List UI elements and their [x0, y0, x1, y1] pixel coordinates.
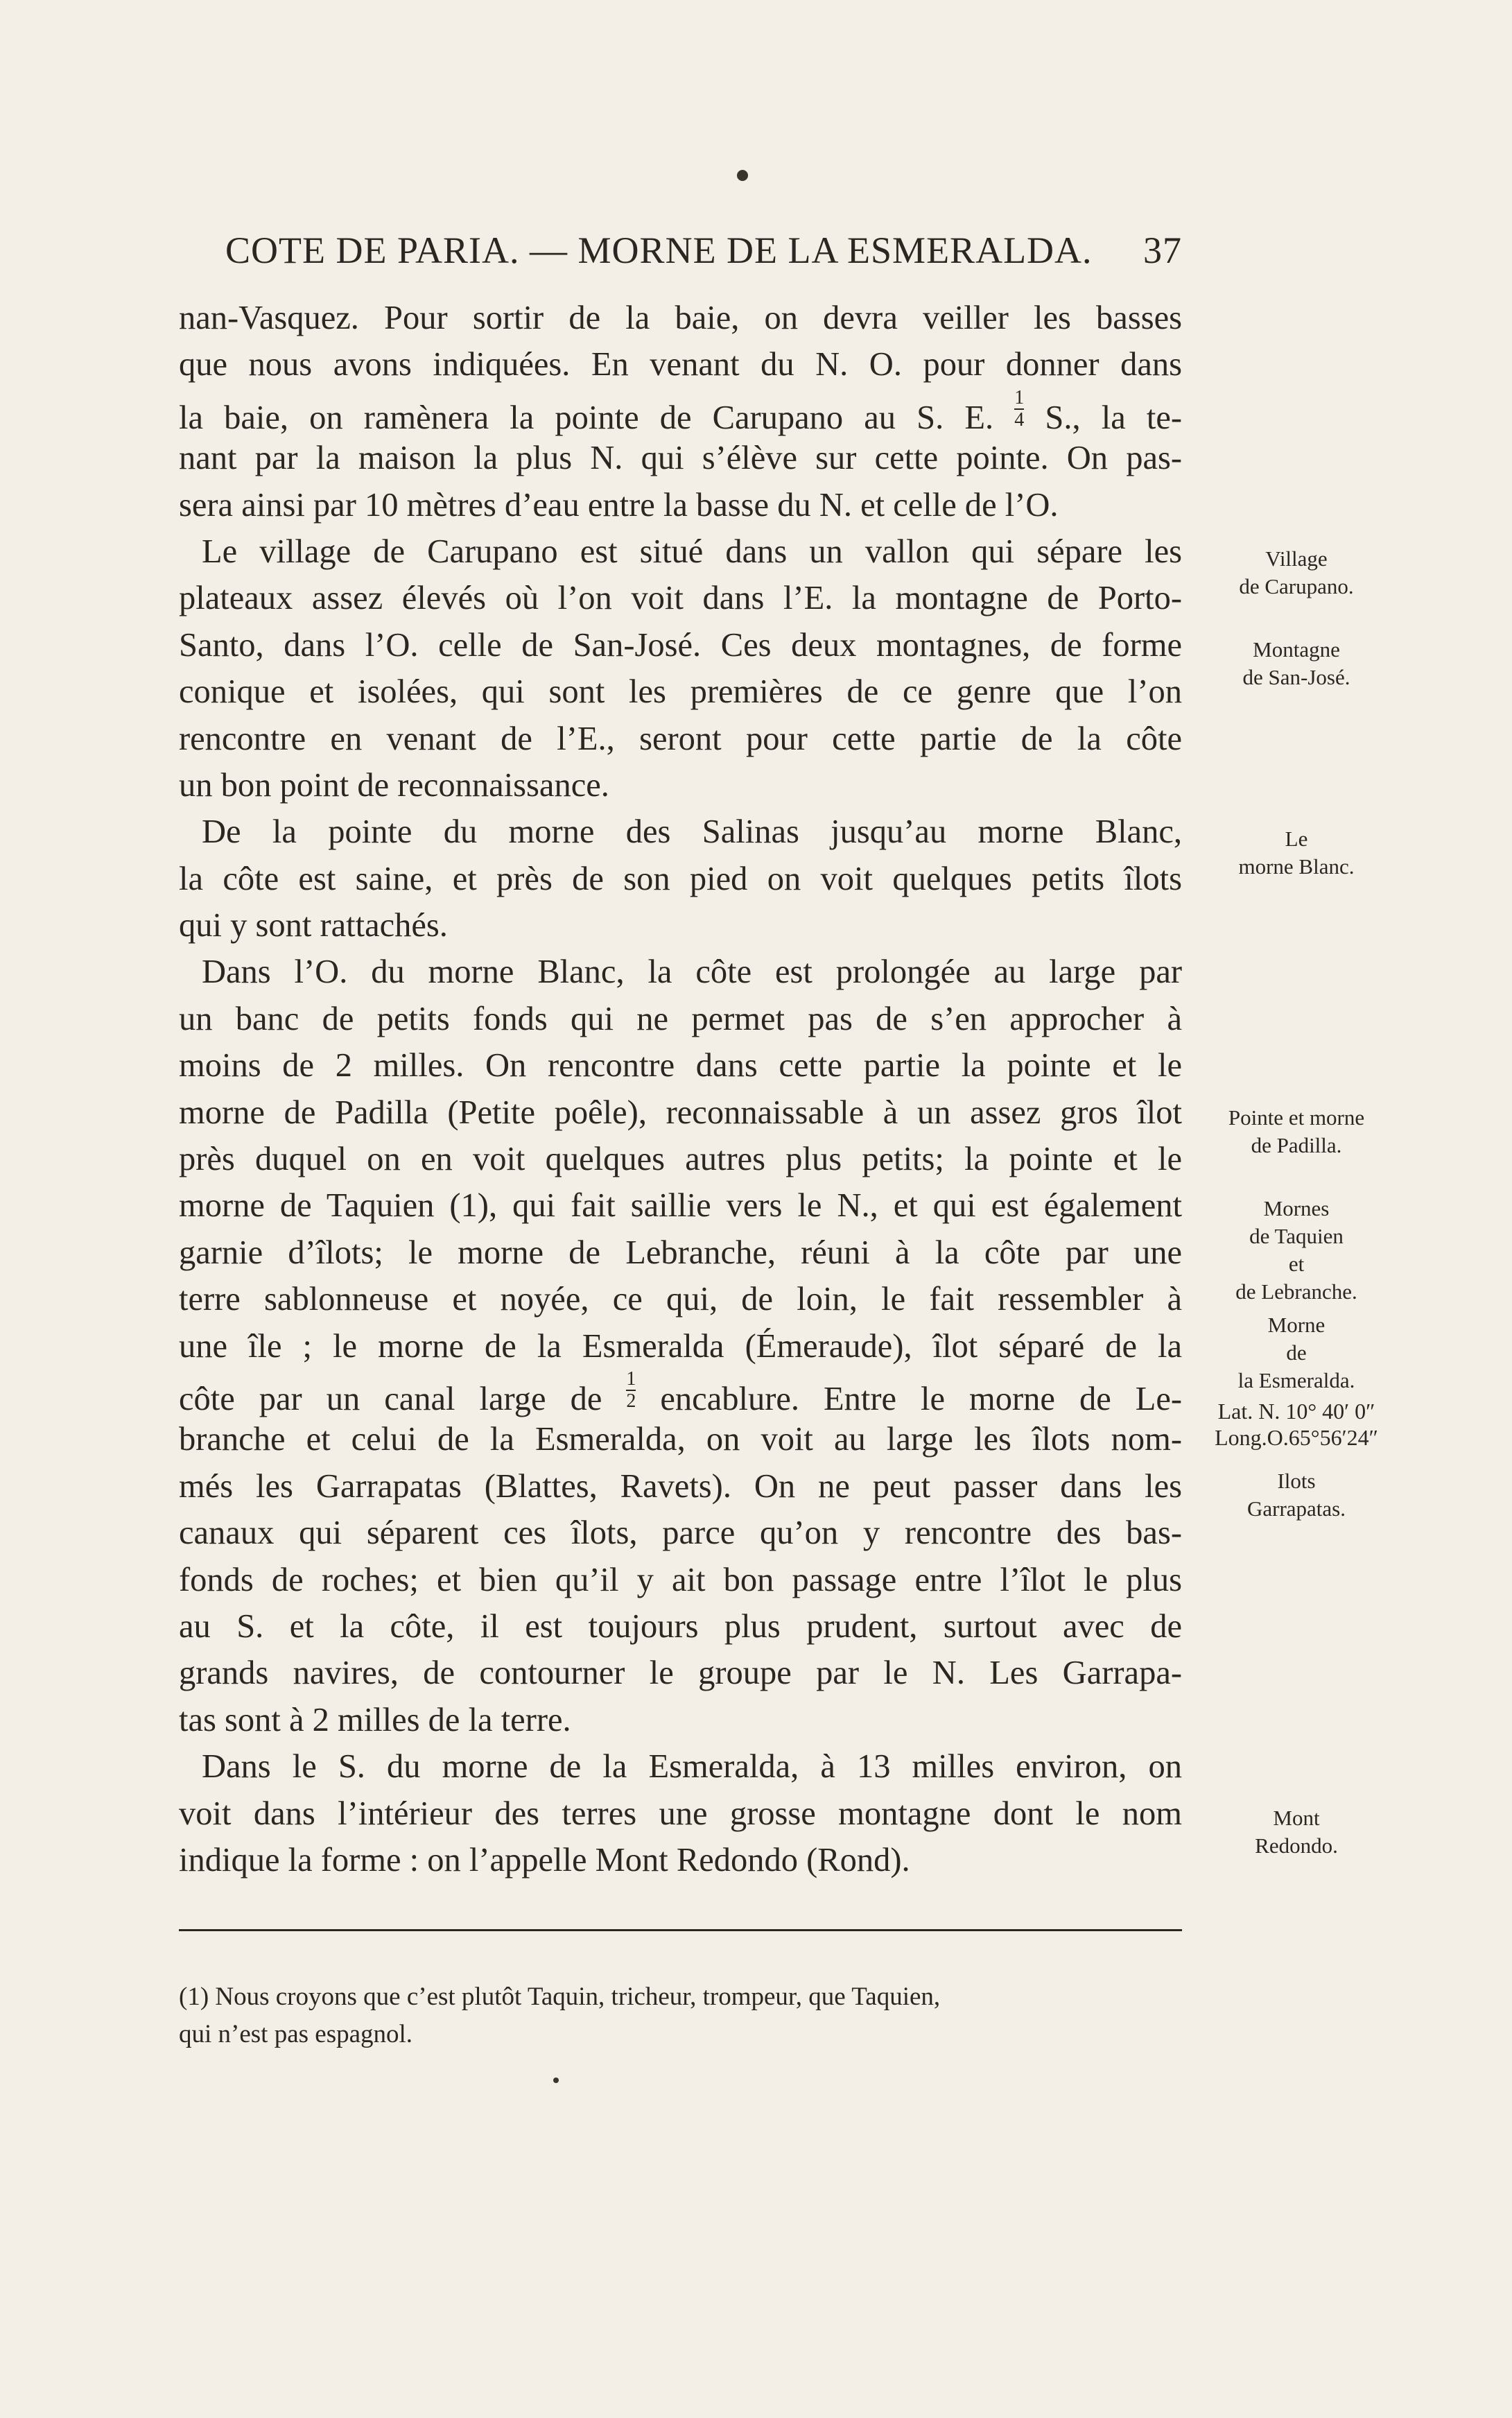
text-line: Dans le S. du morne de la Esmeralda, à 13 milles environ, on	[202, 1748, 1182, 1786]
text-line-with-fraction: côte par un canal large de $\frac{1}{2}$ encablure. Entre le morne de Le-	[179, 1367, 1183, 1417]
text-line: plateaux assez élevés où l’on voit dans l’E. la montagne de Porto-	[179, 580, 1182, 617]
header-title: COTE DE PARIA. — MORNE DE LA ESMERALDA.	[225, 230, 1093, 271]
text-line: fonds de roches; et bien qu’il y ait bon passage entre l’îlot le plus	[179, 1561, 1182, 1598]
margin-note-taquien-lebranche: Mornes de Taquien et de Lebranche.	[1235, 1196, 1357, 1304]
text-line: au S. et la côte, il est toujours plus prudent, surtout avec de	[179, 1607, 1182, 1645]
text-line: Dans l’O. du morne Blanc, la côte est prolongée au large par	[202, 953, 1182, 991]
page-number: 37	[1143, 230, 1182, 271]
text-line: canaux qui séparent ces îlots, parce qu’on y rencontre des bas-	[179, 1514, 1182, 1552]
text-line: que nous avons indiquées. En venant du N. O. pour donner dans	[179, 346, 1182, 383]
margin-note-esmeralda: Morne de la Esmeralda.	[1237, 1313, 1355, 1392]
text-line: voit dans l’intérieur des terres une grosse montagne dont le nom	[179, 1795, 1182, 1832]
text-line: grands navires, de contourner le groupe par le N. Les Garrapa-	[179, 1655, 1182, 1692]
text-line: un bon point de reconnaissance.	[179, 766, 609, 804]
text-line: més les Garrapatas (Blattes, Ravets). On ne peut passer dans les	[179, 1467, 1182, 1505]
running-header	[225, 229, 1182, 277]
text-line: terre sablonneuse et noyée, ce qui, de loin, le fait ressembler à	[179, 1281, 1182, 1318]
text-line: garnie d’îlots; le morne de Lebranche, réuni à la côte par une	[179, 1234, 1182, 1271]
margin-note-morne-blanc: Le morne Blanc.	[1238, 827, 1355, 879]
margin-note-carupano: Village de Carupano.	[1239, 546, 1354, 598]
text-line: Santo, dans l’O. celle de San-José. Ces deux montagnes, de forme	[179, 626, 1182, 664]
text-line: indique la forme : on l’appelle Mont Redondo (Rond).	[179, 1841, 910, 1879]
text-line: tas sont à 2 milles de la terre.	[179, 1701, 571, 1738]
text-line: conique et isolées, qui sont les premières de ce genre que l’on	[179, 673, 1182, 711]
margin-note-garrapatas: Ilots Garrapatas.	[1247, 1469, 1346, 1521]
text-line: près duquel on en voit quelques autres plus petits; la pointe et le	[179, 1141, 1182, 1178]
text-line: qui y sont rattachés.	[179, 907, 448, 944]
body-text	[179, 295, 1182, 1883]
margin-note-padilla: Pointe et morne de Padilla.	[1228, 1105, 1365, 1157]
ink-dot-bottom	[553, 2078, 559, 2083]
ink-dot-top	[737, 170, 748, 181]
text-line: sera ainsi par 10 mètres d’eau entre la basse du N. et celle de l’O.	[179, 486, 1059, 524]
footnote-line: qui n’est pas espagnol.	[179, 2020, 413, 2048]
text-line: De la pointe du morne des Salinas jusqu’au morne Blanc,	[202, 813, 1182, 851]
text-line: Le village de Carupano est situé dans un vallon qui sépare les	[202, 533, 1182, 570]
fraction: $\frac{1}{4}$	[1014, 386, 1025, 431]
footnote-rule	[179, 1929, 1182, 1931]
text-line: branche et celui de la Esmeralda, on voit au large les îlots nom-	[179, 1421, 1182, 1458]
fraction: $\frac{1}{2}$	[626, 1367, 636, 1412]
text-line: rencontre en venant de l’E., seront pour cette partie de la côte	[179, 720, 1182, 757]
margin-note-san-jose: Montagne de San-José.	[1242, 637, 1350, 689]
text-line: morne de Taquien (1), qui fait saillie vers le N., et qui est également	[179, 1187, 1182, 1225]
margin-note-mont-redondo: Mont Redondo.	[1255, 1806, 1338, 1858]
text-line: un banc de petits fonds qui ne permet pas de s’en approcher à	[179, 1000, 1182, 1037]
text-line: moins de 2 milles. On rencontre dans cette partie la pointe et le	[179, 1047, 1182, 1085]
margin-note-coordinates: Lat. N. 10° 40′ 0″ Long.O.65°56′24″	[1215, 1399, 1378, 1450]
text-line: nan-Vasquez. Pour sortir de la baie, on devra veiller les basses	[179, 300, 1182, 336]
footnote-line: (1) Nous croyons que c’est plutôt Taquin, tricheur, trompeur, que Taquien,	[179, 1983, 941, 2011]
text-line: morne de Padilla (Petite poêle), reconnaissable à un assez gros îlot	[179, 1094, 1182, 1131]
text-line: la côte est saine, et près de son pied on voit quelques petits îlots	[179, 860, 1182, 897]
text-line: une île ; le morne de la Esmeralda (Émeraude), îlot séparé de la	[179, 1327, 1182, 1365]
text-line: nant par la maison la plus N. qui s’élève sur cette pointe. On pas-	[179, 440, 1182, 477]
text-line-with-fraction: la baie, on ramènera la pointe de Carupano au S. E. $\frac{1}{4}$ S., la te-	[179, 386, 1183, 436]
